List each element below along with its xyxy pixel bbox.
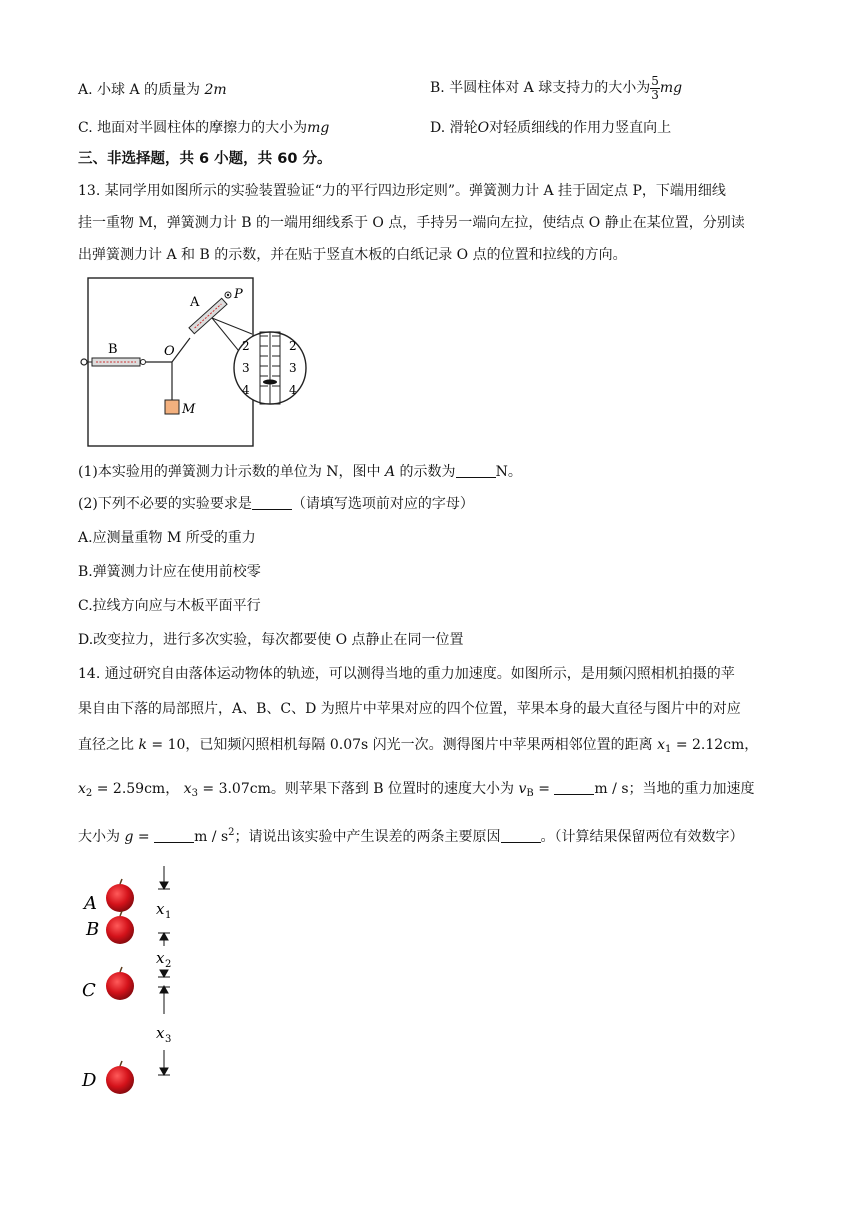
q14-line5-text: 大小为 — [78, 829, 125, 845]
option-c-suffix: mg — [307, 120, 330, 136]
option-d-text: D. 滑轮 — [430, 120, 478, 136]
answer-blank-vb[interactable] — [554, 780, 594, 795]
g-unit: m / s — [194, 829, 229, 845]
q13-sub1-var: A — [384, 464, 396, 480]
label-m: M — [182, 402, 196, 417]
q14-line5: 大小为 $g = m / s^2$；请说出该实验中产生误差的两条主要原因 。（计算结果保留两位有效数字） — [78, 827, 744, 845]
scale-right-2: 2 — [289, 339, 297, 353]
option-a-text: A. 小球 A 的质量为 — [78, 82, 205, 98]
x3-value: = 3.07cm — [197, 781, 271, 797]
option-b-suffix: mg — [659, 80, 683, 96]
label-apple-b: B — [86, 919, 100, 940]
q13-choice-d: D.改变拉力，进行多次实验，每次都要使 O 点静止在同一位置 — [78, 632, 464, 648]
q13-sub2 — [78, 494, 474, 514]
option-c-text: C. 地面对半圆柱体的摩擦力的大小为 — [78, 120, 308, 136]
q14-line5-end: 。（计算结果保留两位有效数字） — [540, 829, 744, 845]
section-title: 三、非选择题，共 6 小题，共 60 分。 — [78, 151, 332, 167]
answer-blank-1[interactable] — [456, 463, 496, 478]
label-b: B — [108, 342, 118, 357]
q13-sub1-post: N。 — [495, 464, 522, 480]
x2-sub: 2 — [85, 788, 93, 799]
option-d — [430, 118, 671, 138]
x1-sub: 1 — [665, 744, 672, 755]
k-value: = 10 — [146, 737, 186, 753]
q14-line3-text: 直径之比 — [78, 737, 139, 753]
x2-value: = 2.59cm， — [92, 781, 180, 797]
falling-apple-figure — [78, 862, 198, 1096]
var-vb: v — [518, 781, 527, 797]
q13-sub2-post: （请填写选项前对应的字母） — [291, 496, 474, 512]
scale-right-3: 3 — [289, 361, 297, 375]
q13-choice-b: B.弹簧测力计应在使用前校零 — [78, 564, 261, 580]
option-b — [430, 72, 682, 104]
q14-line2: 果自由下落的局部照片，A、B、C、D 为照片中苹果对应的四个位置，苹果本身的最大直径与图片中的对应 — [78, 701, 741, 717]
q13-choice-c: C.拉线方向应与木板平面平行 — [78, 598, 261, 614]
weight-m — [165, 400, 179, 414]
q13-choice-a: A.应测量重物 M 所受的重力 — [78, 530, 256, 546]
var-k: k — [138, 737, 147, 753]
x1-value: = 2.12cm， — [671, 737, 759, 753]
option-b-fraction — [650, 75, 660, 102]
label-apple-c: C — [82, 980, 96, 1001]
scale-right-4: 4 — [289, 383, 297, 397]
q14-line5-post: ；请说出该实验中产生误差的两条主要原因 — [234, 829, 501, 845]
label-x3: x — [156, 1024, 165, 1042]
label-a: A — [190, 295, 200, 310]
q13-sub1 — [78, 462, 522, 482]
option-b-text: B. 半圆柱体对 A 球支持力的大小为 — [430, 80, 651, 96]
fraction-numerator: 5 — [651, 73, 659, 88]
g-eq: = — [133, 829, 155, 845]
var-x1: x — [657, 737, 666, 753]
scale-left-4: 4 — [242, 383, 250, 397]
var-x3: x — [183, 781, 192, 797]
q14-line3-mid: ，已知频闪照相机每隔 0.07s 闪光一次。测得图片中苹果两相邻位置的距离 — [185, 737, 658, 753]
spring-balance-figure — [78, 276, 318, 448]
answer-blank-reasons[interactable] — [501, 828, 541, 843]
var-x2: x — [78, 781, 86, 797]
q13-line1: 13. 某同学用如图所示的实验装置验证“力的平行四边形定则”。弹簧测力计 A 挂于固定点 P，下端用细线 — [78, 183, 726, 199]
fraction-denominator: 3 — [651, 87, 659, 102]
q14-line4: $x_2 = 2.59cm$， $x_3 = 3.07cm$。则苹果下落到 B 位置时的速度大小为 $v_B = m / s$；当地的重力加速度 — [78, 781, 755, 799]
label-x2: x — [156, 949, 165, 967]
scale-left-2: 2 — [242, 339, 250, 353]
q13-sub1-text: (1)本实验用的弹簧测力计示数的单位为 N，图中 — [78, 464, 385, 480]
answer-blank-2[interactable] — [252, 495, 292, 510]
var-g: g — [124, 829, 134, 845]
vb-unit: m / s；当地的重力加速度 — [594, 781, 755, 797]
label-x1: x — [156, 900, 165, 918]
label-p: P — [234, 287, 243, 302]
apple-c — [106, 967, 134, 1000]
option-c — [78, 118, 329, 138]
hook-b — [81, 359, 87, 365]
apple-b — [106, 911, 134, 944]
apple-a — [106, 879, 134, 912]
option-d-suffix: 对轻质细线的作用力竖直向上 — [489, 120, 672, 136]
q14-line4-mid: 。则苹果下落到 B 位置时的速度大小为 — [270, 781, 519, 797]
option-d-var: O — [477, 120, 490, 136]
label-o: O — [164, 344, 175, 359]
q13-sub1-mid: 的示数为 — [395, 464, 456, 480]
label-apple-d: D — [82, 1070, 97, 1091]
q13-sub2-text: (2)下列不必要的实验要求是 — [78, 496, 252, 512]
label-x2-sub: 2 — [165, 959, 172, 970]
label-x1-sub: 1 — [165, 910, 172, 921]
option-a-value: 2m — [204, 82, 227, 98]
label-x3-sub: 3 — [165, 1034, 172, 1045]
x3-sub: 3 — [191, 788, 198, 799]
q13-line2: 挂一重物 M，弹簧测力计 B 的一端用细线系于 O 点，手持另一端向左拉，使结点 O 静止在某位置，分别读 — [78, 215, 745, 231]
option-a — [78, 80, 227, 100]
string-a — [172, 338, 190, 362]
q14-line1: 14. 通过研究自由落体运动物体的轨迹，可以测得当地的重力加速度。如图所示，是用频闪照相机拍摄的苹 — [78, 666, 735, 682]
scale-left-3: 3 — [242, 361, 250, 375]
q13-line3: 出弹簧测力计 A 和 B 的示数，并在贴于竖直木板的白纸记录 O 点的位置和拉线的方向。 — [78, 247, 627, 263]
pointer — [263, 380, 277, 385]
apple-d — [106, 1061, 134, 1094]
answer-blank-g[interactable] — [154, 828, 194, 843]
q14-line3 — [78, 735, 758, 760]
vb-sub: B — [526, 788, 534, 799]
label-apple-a: A — [84, 893, 97, 914]
